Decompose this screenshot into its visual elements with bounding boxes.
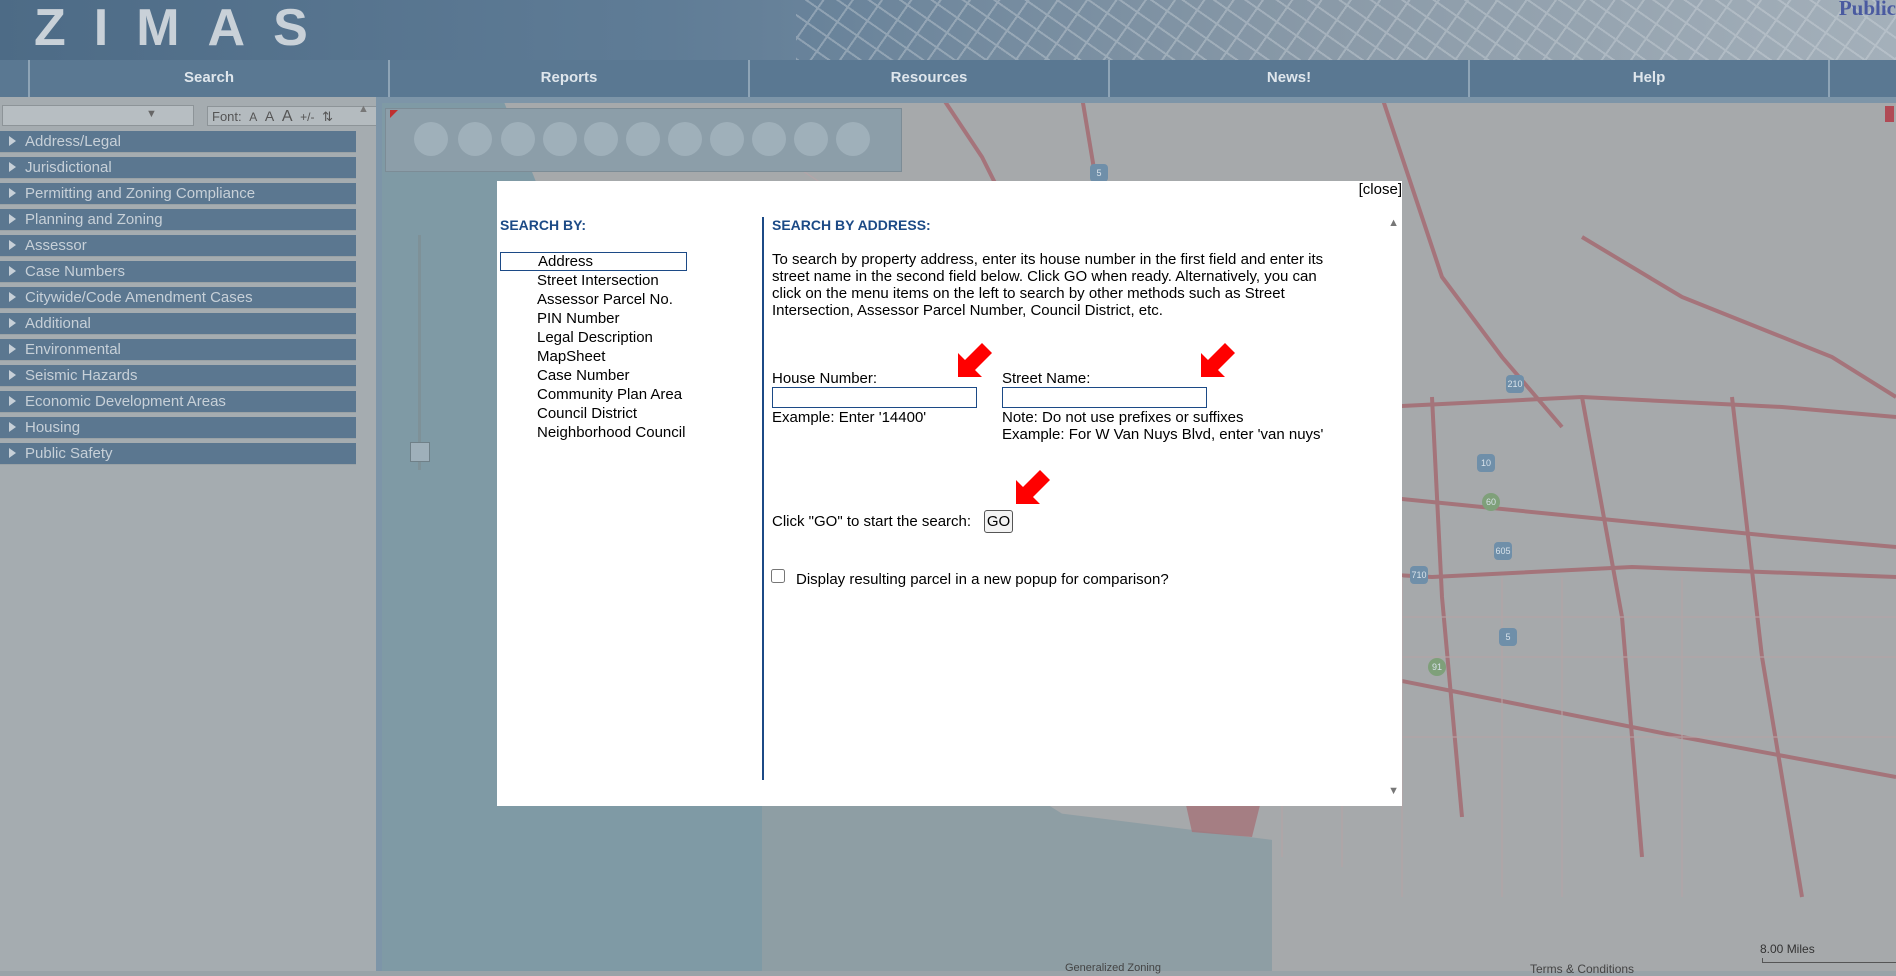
corner-marker bbox=[1885, 106, 1894, 122]
expand-arrow-icon bbox=[9, 448, 16, 458]
sidebar-item-case-numbers[interactable]: Case Numbers bbox=[0, 261, 356, 283]
expand-arrow-icon bbox=[9, 370, 16, 380]
expand-arrow-icon bbox=[9, 136, 16, 146]
sidebar-item-seismic[interactable]: Seismic Hazards bbox=[0, 365, 356, 387]
search-option-legal[interactable]: Legal Description bbox=[537, 329, 653, 346]
expand-arrow-icon bbox=[9, 266, 16, 276]
expand-arrow-icon bbox=[9, 240, 16, 250]
street-name-note bbox=[1002, 409, 1323, 443]
sidebar-item-planning[interactable]: Planning and Zoning bbox=[0, 209, 356, 231]
red-arrow-icon bbox=[1197, 337, 1241, 381]
expand-arrow-icon bbox=[9, 318, 16, 328]
go-button[interactable]: GO bbox=[984, 510, 1013, 533]
layer-select[interactable] bbox=[2, 105, 194, 126]
search-by-address-heading: SEARCH BY ADDRESS: bbox=[772, 217, 931, 233]
list-icon[interactable] bbox=[752, 122, 786, 156]
sidebar-item-economic[interactable]: Economic Development Areas bbox=[0, 391, 356, 413]
freeway-shield: 10 bbox=[1477, 454, 1495, 472]
zoning-legend-label: Generalized Zoning bbox=[1065, 962, 1162, 974]
nav-edge bbox=[0, 60, 30, 97]
tab-reports[interactable]: Reports bbox=[390, 60, 750, 97]
red-arrow-icon bbox=[1012, 464, 1056, 508]
scroll-up-icon[interactable]: ▲ bbox=[358, 103, 369, 115]
search-dialog bbox=[497, 181, 1402, 806]
chevron-down-icon: ▼ bbox=[146, 108, 157, 120]
search-option-community-plan[interactable]: Community Plan Area bbox=[537, 386, 683, 403]
instructions-text: To search by property address, enter its house number in the first field and enter its street name in the second field below. Click GO when ready. Alternatively, you can click on the menu items on the left to search by other methods such as Street Intersection, Assessor Parcel Number, Council District, etc. bbox=[772, 251, 1324, 319]
font-label: Font: bbox=[212, 109, 242, 124]
pin-icon bbox=[390, 110, 398, 118]
search-option-case-number[interactable]: Case Number bbox=[537, 367, 630, 384]
search-option-council-district[interactable]: Council District bbox=[537, 405, 638, 422]
state-route-shield: 91 bbox=[1428, 658, 1446, 676]
zoom-slider[interactable] bbox=[418, 235, 421, 470]
street-note-line: Note: Do not use prefixes or suffixes bbox=[1002, 409, 1244, 426]
search-option-neighborhood-council[interactable]: Neighborhood Council bbox=[537, 424, 686, 441]
sidebar-item-public-safety[interactable]: Public Safety bbox=[0, 443, 356, 465]
map-frame-top bbox=[382, 97, 1896, 103]
divider bbox=[762, 217, 764, 780]
freeway-shield: 5 bbox=[1499, 628, 1517, 646]
freeway-shield: 605 bbox=[1494, 542, 1512, 560]
freeway-shield: 210 bbox=[1506, 375, 1524, 393]
font-small-button[interactable]: A bbox=[249, 110, 258, 124]
font-toggle-button[interactable]: +/- bbox=[300, 110, 315, 124]
globe-icon[interactable] bbox=[414, 122, 448, 156]
red-arrow-icon bbox=[954, 337, 998, 381]
tab-help[interactable]: Help bbox=[1470, 60, 1830, 97]
go-prompt: Click "GO" to start the search: bbox=[772, 513, 972, 530]
freeway-shield: 710 bbox=[1410, 566, 1428, 584]
camera-icon[interactable] bbox=[836, 122, 870, 156]
scale-label: 8.00 Miles bbox=[1760, 942, 1815, 956]
nav-filler bbox=[1830, 60, 1896, 97]
freeway-shield: 5 bbox=[1090, 164, 1108, 182]
tab-resources[interactable]: Resources bbox=[750, 60, 1110, 97]
left-panel bbox=[0, 97, 376, 971]
search-by-heading: SEARCH BY: bbox=[500, 217, 587, 233]
header-map-background bbox=[796, 0, 1896, 60]
search-option-parcel[interactable]: Assessor Parcel No. bbox=[537, 291, 673, 308]
comment-icon[interactable] bbox=[668, 122, 702, 156]
expand-arrow-icon bbox=[9, 396, 16, 406]
street-name-input[interactable] bbox=[1002, 387, 1207, 408]
close-button[interactable]: [close] bbox=[1358, 181, 1402, 198]
tab-search[interactable]: Search bbox=[30, 60, 390, 97]
main-nav bbox=[0, 60, 1896, 97]
font-large-button[interactable]: A bbox=[281, 108, 293, 125]
sidebar-item-housing[interactable]: Housing bbox=[0, 417, 356, 439]
sidebar-item-assessor[interactable]: Assessor bbox=[0, 235, 356, 257]
expand-arrow-icon bbox=[9, 214, 16, 224]
search-by-menu bbox=[500, 252, 780, 442]
search-option-address[interactable]: Address bbox=[500, 252, 687, 271]
locate-icon[interactable] bbox=[458, 122, 492, 156]
popup-checkbox[interactable] bbox=[771, 569, 785, 583]
sidebar-item-address-legal[interactable]: Address/Legal bbox=[0, 131, 356, 153]
expand-arrow-icon bbox=[9, 292, 16, 302]
expand-icon[interactable]: ⇅ bbox=[322, 109, 334, 124]
zimas-logo: ZIMAS bbox=[34, 0, 336, 57]
sidebar-item-jurisdictional[interactable]: Jurisdictional bbox=[0, 157, 356, 179]
header bbox=[0, 0, 1896, 60]
pencil-icon[interactable] bbox=[626, 122, 660, 156]
terms-link[interactable]: Terms & Conditions bbox=[1530, 962, 1635, 976]
tools-icon[interactable] bbox=[584, 122, 618, 156]
print-icon[interactable] bbox=[794, 122, 828, 156]
scale-bar bbox=[1762, 958, 1896, 963]
scroll-down-icon[interactable]: ▼ bbox=[1388, 785, 1399, 797]
search-option-street-intersection[interactable]: Street Intersection bbox=[537, 272, 659, 289]
street-name-label: Street Name: bbox=[1002, 370, 1091, 387]
measure-icon[interactable] bbox=[543, 122, 577, 156]
sidebar-item-citywide[interactable]: Citywide/Code Amendment Cases bbox=[0, 287, 356, 309]
expand-arrow-icon bbox=[9, 344, 16, 354]
house-number-example: Example: Enter '14400' bbox=[772, 409, 927, 426]
popup-checkbox-label: Display resulting parcel in a new popup for comparison? bbox=[796, 571, 1169, 588]
house-number-input[interactable] bbox=[772, 387, 977, 408]
identify-icon[interactable] bbox=[501, 122, 535, 156]
zoom-slider-handle[interactable] bbox=[410, 442, 430, 462]
street-example-line: Example: For W Van Nuys Blvd, enter 'van nuys' bbox=[1002, 426, 1324, 443]
house-number-label: House Number: bbox=[772, 370, 878, 387]
public-label: Public bbox=[1838, 0, 1896, 20]
map-toolbar bbox=[385, 108, 902, 172]
expand-arrow-icon bbox=[9, 188, 16, 198]
font-medium-button[interactable]: A bbox=[264, 108, 275, 124]
search-option-mapsheet[interactable]: MapSheet bbox=[537, 348, 606, 365]
scroll-up-icon[interactable]: ▲ bbox=[1388, 217, 1399, 229]
search-option-pin[interactable]: PIN Number bbox=[537, 310, 620, 327]
tab-news[interactable]: News! bbox=[1110, 60, 1470, 97]
expand-arrow-icon bbox=[9, 162, 16, 172]
sidebar-item-permitting[interactable]: Permitting and Zoning Compliance bbox=[0, 183, 356, 205]
checklist-icon[interactable] bbox=[710, 122, 744, 156]
sidebar-item-additional[interactable]: Additional bbox=[0, 313, 356, 335]
expand-arrow-icon bbox=[9, 422, 16, 432]
state-route-shield: 60 bbox=[1482, 493, 1500, 511]
sidebar-item-environmental[interactable]: Environmental bbox=[0, 339, 356, 361]
